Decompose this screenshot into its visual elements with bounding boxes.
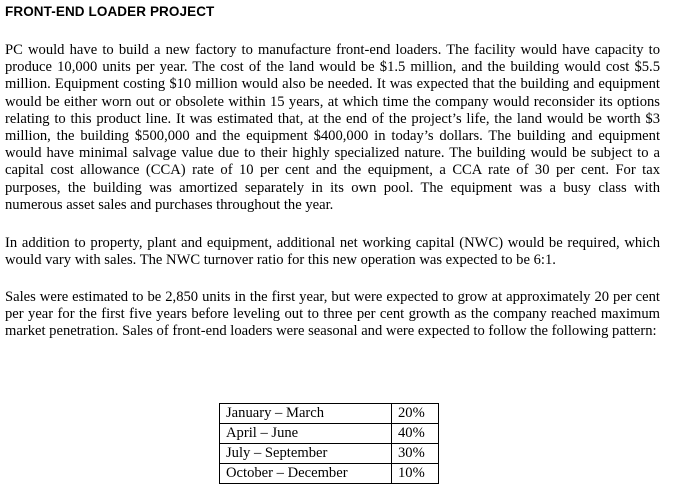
season-period-cell: October – December xyxy=(220,464,392,484)
paragraph-working-capital: In addition to property, plant and equipment, additional net working capital (NWC) would be required, which would vary with sales. The NWC turnover ratio for this new operation was expected to be 6:1. xyxy=(5,235,660,269)
season-share-cell: 10% xyxy=(392,464,439,484)
document-title: FRONT-END LOADER PROJECT xyxy=(5,4,215,19)
paragraph-project-description: PC would have to build a new factory to manufacture front-end loaders. The facility would have capacity to produce 10,000 units per year. The cost of the land would be $1.5 million, and the building would cost $5.5 million. Equipment costing $10 million would also be needed. It was expected that the building and equipment would be either worn out or obsolete within 15 years, at which time the company would reconsider its options relating to this product line. It was estimated that, at the end of the project’s life, the land would be worth $3 million, the building $500,000 and the equipment $400,000 in today’s dollars. The building and equipment would have minimal salvage value due to their highly specialized nature. The building would be subject to a capital cost allowance (CCA) rate of 10 per cent and the equipment, a CCA rate of 30 per cent. For tax purposes, the building was amortized separately in its own pool. The equipment was a busy class with numerous asset sales and purchases throughout the year. xyxy=(5,42,660,213)
seasonal-sales-table xyxy=(219,403,439,484)
season-period-cell: January – March xyxy=(220,404,392,424)
season-period-cell: April – June xyxy=(220,424,392,444)
season-share-cell: 30% xyxy=(392,444,439,464)
season-share-cell: 20% xyxy=(392,404,439,424)
table-row xyxy=(220,404,439,424)
season-period-cell: July – September xyxy=(220,444,392,464)
table-row xyxy=(220,464,439,484)
table-row xyxy=(220,444,439,464)
season-share-cell: 40% xyxy=(392,424,439,444)
paragraph-sales-forecast: Sales were estimated to be 2,850 units in the first year, but were expected to grow at approximately 20 per cent per year for the first five years before leveling out to three per cent growth as the company reached maximum market penetration. Sales of front-end loaders were seasonal and were expected to follow the following pattern: xyxy=(5,289,660,340)
table-row xyxy=(220,424,439,444)
